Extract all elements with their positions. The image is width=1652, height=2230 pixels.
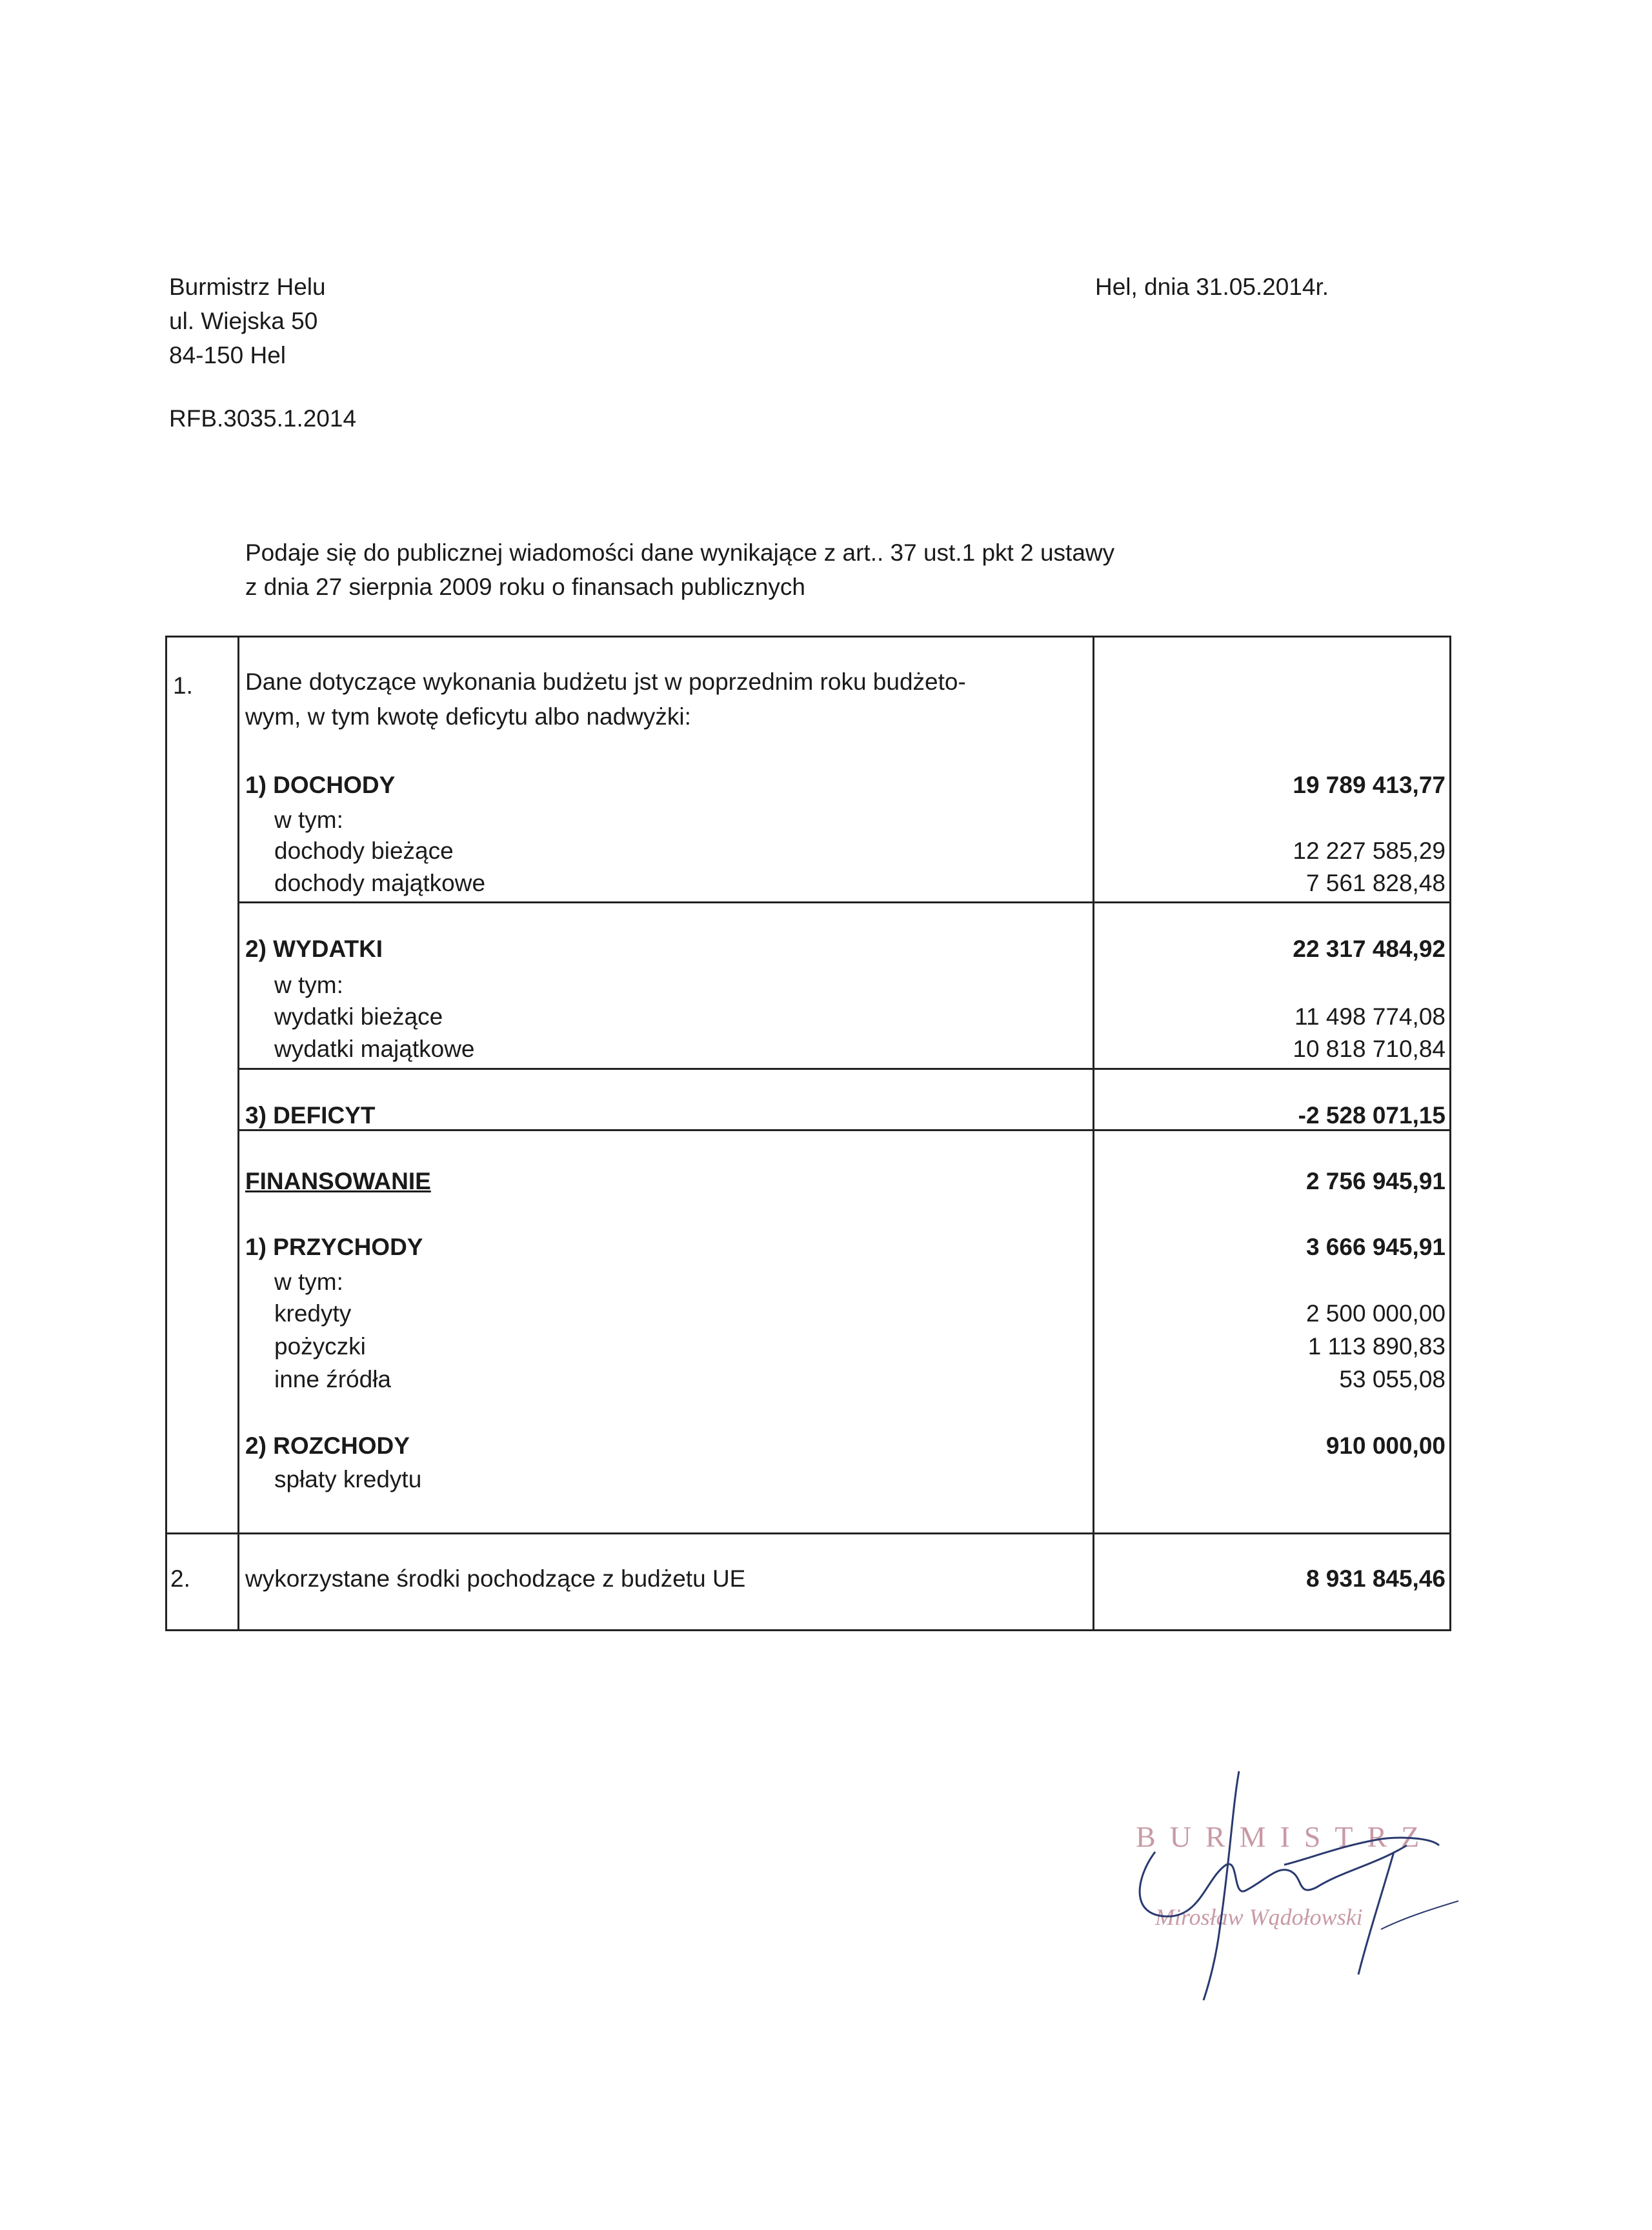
row-2-description: wykorzystane środki pochodzące z budżetu UE <box>245 1565 746 1592</box>
przychody-value: 3 666 945,91 <box>1305 1234 1446 1260</box>
dochody-majatkowe-value: 7 561 828,48 <box>1305 870 1446 896</box>
signature-area <box>1071 1768 1458 2000</box>
row-1-description-line-2: wym, w tym kwotę deficytu albo nadwyżki: <box>245 703 691 730</box>
przychody-w-tym: w tym: <box>274 1269 343 1295</box>
wydatki-w-tym: w tym: <box>274 972 343 998</box>
row-2-value: 8 931 845,46 <box>1305 1565 1446 1592</box>
pozyczki-value: 1 113 890,83 <box>1307 1333 1446 1360</box>
column-separator-number <box>237 636 239 1631</box>
rozchody-label: 2) ROZCHODY <box>245 1432 410 1459</box>
stamp-name: Mirosław Wądołowski <box>1155 1904 1363 1930</box>
sender-address <box>169 270 326 372</box>
wydatki-value: 22 317 484,92 <box>1293 936 1446 962</box>
reference-number: RFB.3035.1.2014 <box>169 405 357 432</box>
kredyty-value: 2 500 000,00 <box>1305 1300 1446 1327</box>
przychody-label: 1) PRZYCHODY <box>245 1234 423 1260</box>
deficyt-value: -2 528 071,15 <box>1298 1102 1446 1129</box>
rozchody-value: 910 000,00 <box>1325 1432 1446 1459</box>
pozyczki-label: pożyczki <box>274 1333 366 1360</box>
splaty-kredytu-label: spłaty kredytu <box>274 1466 422 1492</box>
dochody-majatkowe-label: dochody majątkowe <box>274 870 486 896</box>
row-2-number: 2. <box>170 1565 190 1592</box>
table-border-right <box>1449 636 1451 1631</box>
row-1-description-line-1: Dane dotyczące wykonania budżetu jst w poprzednim roku budżeto- <box>245 668 966 695</box>
column-separator-value <box>1093 636 1094 1631</box>
table-border-left <box>165 636 167 1631</box>
dochody-biezace-value: 12 227 585,29 <box>1293 838 1446 864</box>
dochody-w-tym: w tym: <box>274 807 343 833</box>
stamp-title: BURMISTRZ <box>1136 1820 1434 1853</box>
sender-city: 84-150 Hel <box>169 342 287 368</box>
intro-line-1: Podaje się do publicznej wiadomości dane wynikające z art.. 37 ust.1 pkt 2 ustawy <box>245 539 1115 566</box>
table-border-top <box>165 636 1451 638</box>
table-border-bottom <box>165 1629 1451 1631</box>
separator-after-dochody <box>237 901 1451 903</box>
wydatki-label: 2) WYDATKI <box>245 936 383 962</box>
sender-street: ul. Wiejska 50 <box>169 308 318 334</box>
intro-text <box>245 536 1114 604</box>
wydatki-biezace-label: wydatki bieżące <box>274 1003 443 1030</box>
row-separator <box>165 1532 1451 1534</box>
dochody-label: 1) DOCHODY <box>245 772 396 798</box>
sender-name: Burmistrz Helu <box>169 274 326 300</box>
wydatki-biezace-value: 11 498 774,08 <box>1294 1003 1446 1030</box>
wydatki-majatkowe-value: 10 818 710,84 <box>1293 1036 1446 1062</box>
wydatki-majatkowe-label: wydatki majątkowe <box>274 1036 475 1062</box>
inne-zrodla-label: inne źródła <box>274 1366 392 1392</box>
inne-zrodla-value: 53 055,08 <box>1339 1366 1446 1392</box>
finansowanie-label: FINANSOWANIE <box>245 1168 431 1194</box>
kredyty-label: kredyty <box>274 1300 352 1327</box>
intro-line-2: z dnia 27 sierpnia 2009 roku o finansach publicznych <box>245 574 806 600</box>
place-date: Hel, dnia 31.05.2014r. <box>1095 274 1329 300</box>
handwritten-signature-icon <box>1071 1768 1458 2000</box>
finansowanie-value: 2 756 945,91 <box>1305 1168 1446 1194</box>
row-1-number: 1. <box>173 672 193 699</box>
dochody-value: 19 789 413,77 <box>1293 772 1446 798</box>
separator-after-deficyt <box>237 1129 1451 1131</box>
separator-after-wydatki <box>237 1068 1451 1070</box>
deficyt-label: 3) DEFICYT <box>245 1102 376 1129</box>
dochody-biezace-label: dochody bieżące <box>274 838 454 864</box>
